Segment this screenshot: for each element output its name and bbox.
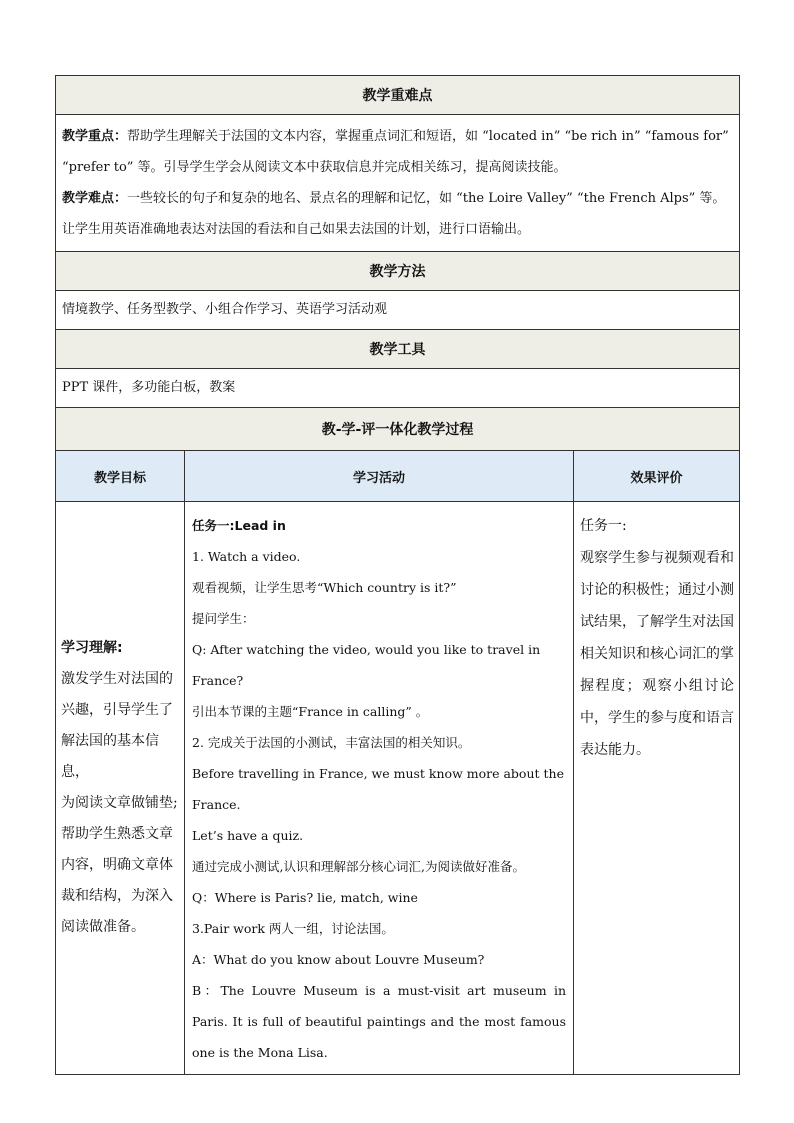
key-points-text-2: “prefer to” 等。引导学生学会从阅读文本中获取信息并完成相关练习，提高阅读技能。 — [62, 160, 567, 175]
process-heading: 教-学-评一体化教学过程 — [56, 408, 740, 451]
column-header-evaluation: 效果评价 — [574, 451, 740, 502]
methods-content: 情境教学、任务型教学、小组合作学习、英语学习活动观 — [56, 291, 740, 330]
difficult-points-label: 教学难点： — [62, 191, 128, 206]
activity-line: 提问学生： — [192, 611, 255, 626]
activity-line: Let’s have a quiz. — [192, 828, 304, 843]
activity-b-paragraph: B：The Louvre Museum is a must-visit art museum in Paris. It is full of beautiful paintings and the most famous one is the Mona Lisa. — [192, 983, 566, 1060]
methods-heading: 教学方法 — [56, 252, 740, 291]
activity-line: Before travelling in France, we must know more about the France. — [192, 766, 564, 812]
goal-line: 解法国的基本信息， — [61, 733, 159, 780]
activity-line: 引出本节课的主题“France in calling” 。 — [192, 704, 429, 719]
key-points-content — [56, 115, 740, 252]
goal-line: 阅读做准备。 — [61, 919, 145, 935]
key-points-heading: 教学重难点 — [56, 76, 740, 115]
goal-line: 为阅读文章做铺垫; — [61, 795, 178, 811]
activity-title: 任务一:Lead in — [192, 518, 286, 533]
evaluation-cell — [574, 502, 740, 1075]
activity-line: 1. Watch a video. — [192, 549, 301, 564]
goal-line: 裁和结构，为深入 — [61, 888, 173, 904]
column-header-activity: 学习活动 — [185, 451, 574, 502]
goal-line: 内容，明确文章体 — [61, 857, 173, 873]
evaluation-text: 观察学生参与视频观看和讨论的积极性；通过小测试结果，了解学生对法国相关知识和核心词汇的掌握程度；观察小组讨论中，学生的参与度和语言表达能力。 — [580, 550, 735, 758]
activity-line: 2. 完成关于法国的小测试，丰富法国的相关知识。 — [192, 735, 471, 750]
goal-line: 兴趣，引导学生了 — [61, 702, 173, 718]
activity-line: Q：Where is Paris? lie, match, wine — [192, 890, 418, 905]
activity-line: 观看视频，让学生思考“Which country is it?” — [192, 580, 457, 595]
difficult-points-text-1: 一些较长的句子和复杂的地名、景点名的理解和记忆，如 “the Loire Valley” “the French Alps” 等。 — [127, 191, 726, 206]
learning-activity-cell — [185, 502, 574, 1075]
key-points-text-1: 帮助学生理解关于法国的文本内容，掌握重点词汇和短语，如 “located in” “be rich in” “famous for” — [127, 129, 729, 144]
difficult-points-text-2: 让学生用英语准确地表达对法国的看法和自己如果去法国的计划，进行口语输出。 — [62, 222, 531, 237]
goal-line: 帮助学生熟悉文章 — [61, 826, 173, 842]
teaching-goal-cell — [56, 502, 185, 1075]
activity-line: 通过完成小测试,认识和理解部分核心词汇,为阅读做好准备。 — [192, 859, 525, 874]
activity-line: 3.Pair work 两人一组，讨论法国。 — [192, 921, 394, 936]
tools-heading: 教学工具 — [56, 330, 740, 369]
activity-line: Q: After watching the video, would you like to travel in France? — [192, 642, 541, 688]
key-points-label: 教学重点： — [62, 129, 128, 144]
tools-content: PPT 课件，多功能白板，教案 — [56, 369, 740, 408]
activity-line: A：What do you know about Louvre Museum? — [192, 952, 485, 967]
lesson-plan-table — [55, 75, 740, 1075]
goal-line: 激发学生对法国的 — [61, 671, 173, 687]
evaluation-label: 任务一: — [580, 518, 627, 534]
goal-label: 学习理解: — [61, 640, 123, 656]
column-header-goal: 教学目标 — [56, 451, 185, 502]
process-row — [56, 502, 740, 1075]
